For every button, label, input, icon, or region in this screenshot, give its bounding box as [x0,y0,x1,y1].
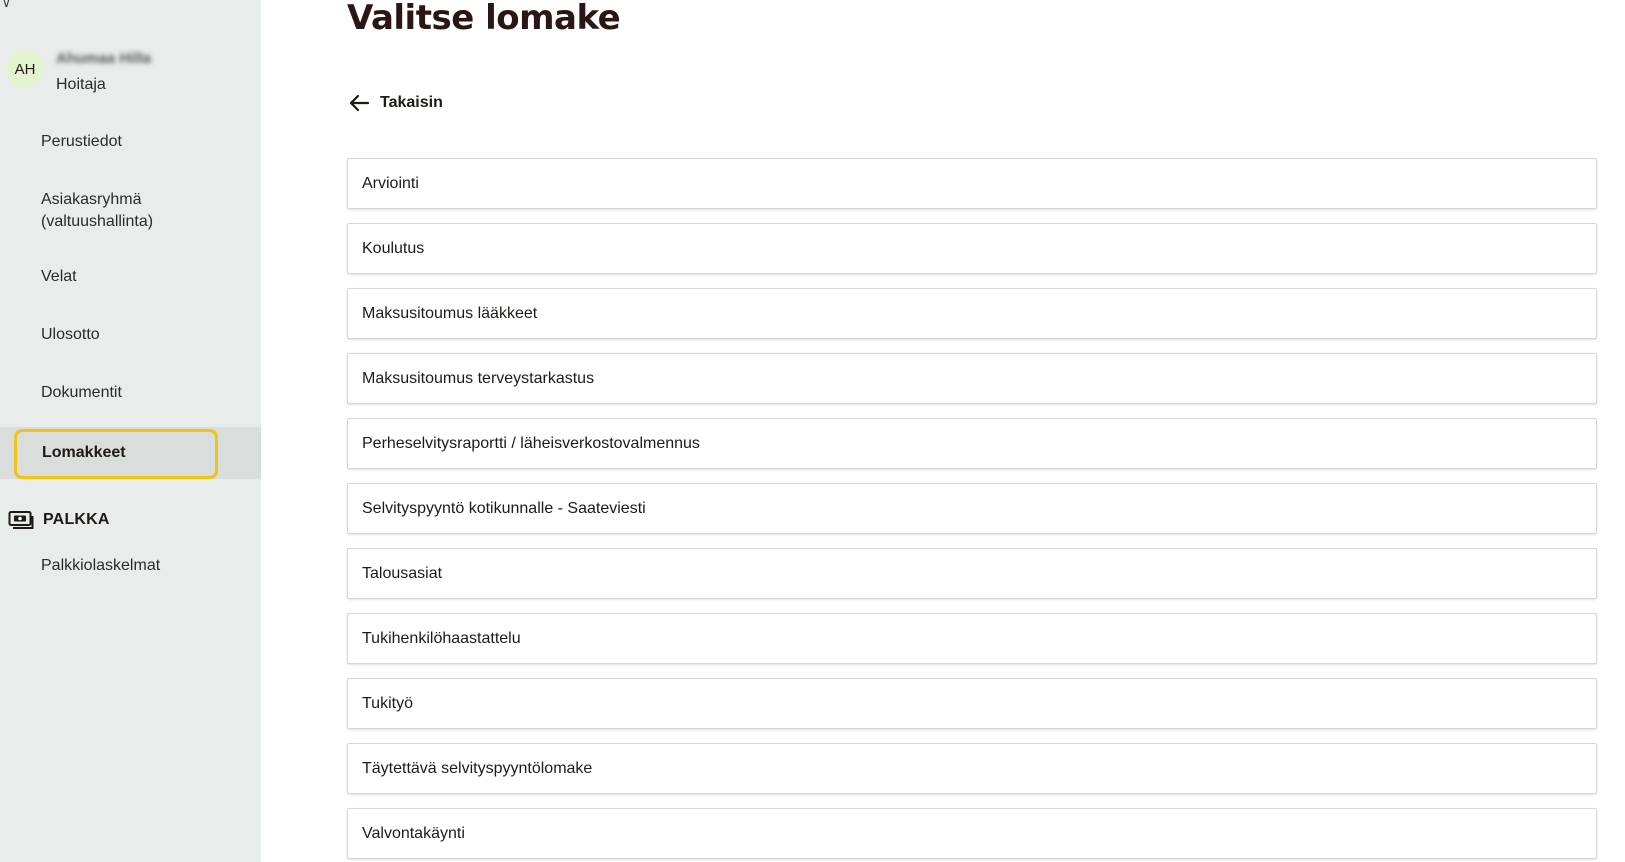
form-item-label: Maksusitoumus terveystarkastus [362,369,595,387]
sidebar-item-perustiedot[interactable]: Perustiedot [41,133,122,150]
main-content [261,0,1625,862]
back-button[interactable] [348,94,443,112]
form-list-item[interactable] [347,548,1597,599]
sidebar [0,0,261,862]
sidebar-item-dokumentit[interactable]: Dokumentit [41,384,122,401]
user-profile [6,50,256,98]
user-role: Hoitaja [56,76,106,93]
form-item-label: Täytettävä selvityspyyntölomake [362,759,593,777]
sidebar-section-palkka [8,510,110,530]
section-label: PALKKA [43,511,110,528]
form-list-item[interactable] [347,483,1597,534]
page-title: Valitse lomake [347,0,621,38]
avatar-initials: AH [14,60,36,78]
form-item-label: Valvontakäynti [362,824,465,842]
payment-icon [8,510,34,530]
sidebar-item-label: Lomakkeet [42,444,126,461]
back-label: Takaisin [380,94,443,111]
form-item-label: Arviointi [362,174,419,192]
sidebar-item-label: Asiakasryhmä [41,191,142,208]
collapse-caret-icon[interactable]: ∨ [2,0,11,10]
form-list-item[interactable] [347,743,1597,794]
form-item-label: Tukityö [362,694,413,712]
form-list-item[interactable] [347,288,1597,339]
arrow-left-icon [348,94,370,112]
sidebar-item-palkkiolaskelmat[interactable]: Palkkiolaskelmat [41,557,161,574]
form-list-item[interactable] [347,613,1597,664]
form-item-label: Maksusitoumus lääkkeet [362,304,538,322]
form-list-item[interactable] [347,418,1597,469]
form-list-item[interactable] [347,678,1597,729]
sidebar-item-ulosotto[interactable]: Ulosotto [41,326,100,343]
avatar [6,50,44,88]
form-list-item[interactable] [347,158,1597,209]
form-item-label: Perheselvitysraportti / läheisverkostovalmennus [362,434,700,452]
sidebar-item-lomakkeet[interactable] [14,429,218,479]
sidebar-item-velat[interactable]: Velat [41,268,77,285]
sidebar-item-label-secondary: (valtuushallinta) [41,213,154,230]
form-list-item[interactable] [347,353,1597,404]
form-list [347,158,1597,862]
sidebar-item-asiakasryhma[interactable] [41,189,153,233]
form-list-item[interactable] [347,808,1597,859]
form-item-label: Koulutus [362,239,425,257]
form-item-label: Talousasiat [362,564,443,582]
user-name: Ahumaa Hilla [56,50,152,67]
form-list-item[interactable] [347,223,1597,274]
form-item-label: Tukihenkilöhaastattelu [362,629,521,647]
form-item-label: Selvityspyyntö kotikunnalle - Saateviesti [362,499,646,517]
